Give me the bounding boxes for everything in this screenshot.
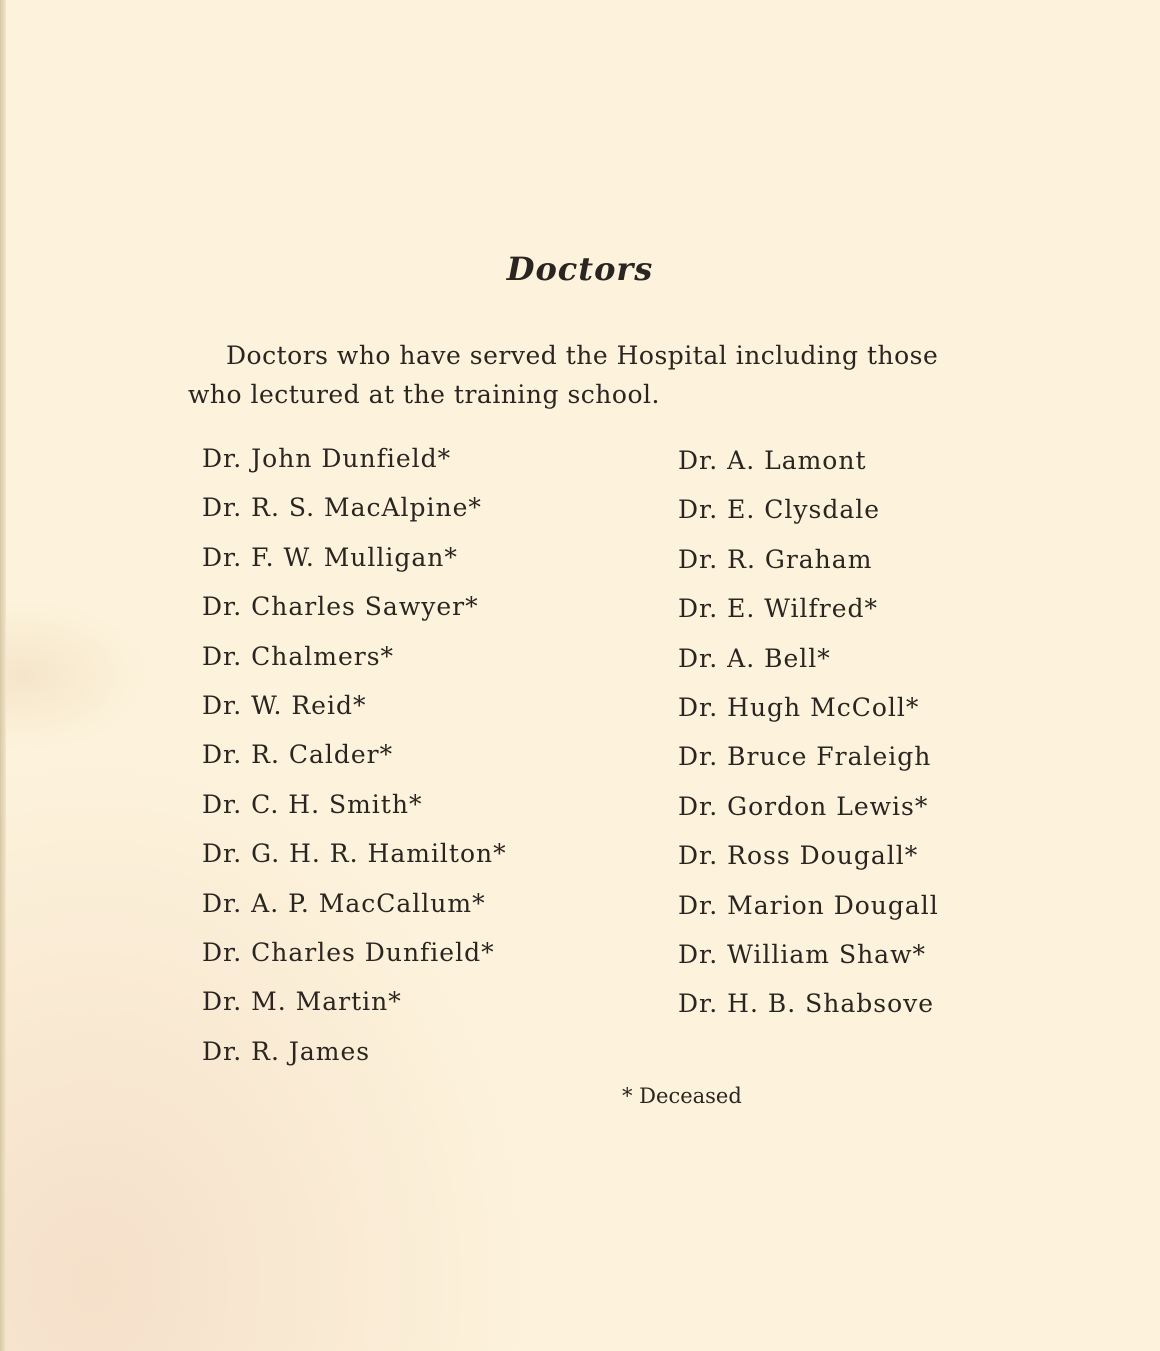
- deceased-footnote: * Deceased: [622, 1084, 742, 1108]
- doctor-name: Dr. Ross Dougall*: [678, 841, 919, 871]
- doctor-name: Dr. R. Calder*: [202, 740, 394, 770]
- doctor-name: Dr. E. Clysdale: [678, 495, 881, 525]
- doctor-name: Dr. A. Bell*: [678, 643, 831, 673]
- doctor-name: Dr. F. W. Mulligan*: [202, 542, 458, 572]
- doctor-name: Dr. John Dunfield*: [202, 444, 452, 473]
- doctor-name: Dr. A. Lamont: [678, 446, 867, 475]
- doctor-name: Dr. Bruce Fraleigh: [678, 742, 932, 772]
- doctor-name: Dr. H. B. Shabsove: [678, 989, 935, 1019]
- doctor-name: Dr. A. P. MacCallum*: [202, 888, 486, 918]
- doctor-name: Dr. R. James: [202, 1036, 371, 1066]
- doctor-name: Dr. Marion Dougall: [678, 890, 939, 920]
- doctors-list-left: [202, 434, 642, 1076]
- doctor-name: Dr. R. Graham: [678, 544, 873, 574]
- doctor-name: Dr. Charles Sawyer*: [202, 592, 479, 622]
- doctor-name: Dr. E. Wilfred*: [678, 594, 879, 624]
- doctor-name: Dr. Chalmers*: [202, 641, 395, 671]
- doctor-name: Dr. William Shaw*: [678, 939, 926, 969]
- page-title: Doctors: [506, 250, 654, 288]
- doctor-name: Dr. R. S. MacAlpine*: [202, 493, 482, 523]
- doctor-name: Dr. M. Martin*: [202, 987, 402, 1017]
- page-spine-edge: [0, 0, 6, 1351]
- doctor-name: Dr. W. Reid*: [202, 690, 367, 720]
- doctor-name: Dr. Gordon Lewis*: [678, 791, 929, 821]
- doctors-list-right: [678, 436, 1118, 1029]
- doctor-name: Dr. C. H. Smith*: [202, 789, 423, 819]
- doctor-name: Dr. G. H. R. Hamilton*: [202, 839, 507, 869]
- doctor-name: Dr. Charles Dunfield*: [202, 937, 495, 967]
- doctor-name: Dr. Hugh McColl*: [678, 692, 920, 722]
- intro-paragraph: Doctors who have served the Hospital including those who lectured at the training school.: [188, 341, 939, 409]
